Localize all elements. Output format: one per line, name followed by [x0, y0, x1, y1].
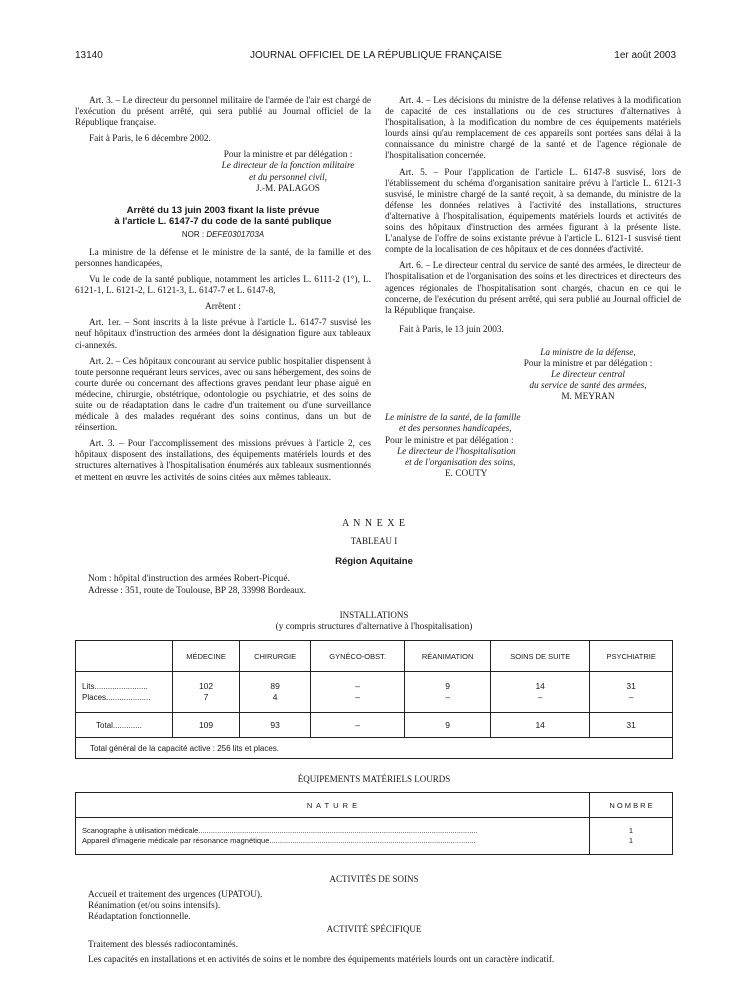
table-cell	[590, 818, 673, 855]
table-cell	[405, 672, 491, 713]
table-cell	[240, 672, 311, 713]
installations-table	[75, 640, 673, 759]
cell-value: 31	[626, 681, 636, 691]
nor-value: DEFE0301703A	[206, 229, 265, 239]
cell-value: 89	[270, 681, 280, 691]
table-corner	[76, 641, 173, 672]
signature-name: M. MEYRAN	[561, 392, 615, 403]
column-header: PSYCHIATRIE	[590, 641, 673, 672]
decree-title-line: Arrêté du 13 juin 2003 fixant la liste prévue	[126, 204, 320, 216]
specifique-title: ACTIVITÉ SPÉCIFIQUE	[326, 924, 422, 934]
nor-reference	[75, 229, 371, 240]
cell-value: 102	[198, 681, 214, 691]
journal-title: JOURNAL OFFICIEL DE LA RÉPUBLIQUE FRANÇAISE	[250, 50, 503, 61]
signature-line: et de l'organisation des soins,	[405, 457, 516, 468]
left-column	[75, 96, 371, 489]
decree-title-line: à l'article L. 6147-7 du code de la santé publique	[114, 215, 332, 227]
activites-title: ACTIVITÉS DE SOINS	[329, 874, 419, 884]
column-header: N O M B R E	[590, 793, 673, 818]
column-header: CHIRURGIE	[240, 641, 311, 672]
issue-date: 1er août 2003	[614, 50, 676, 61]
equipements-table	[75, 792, 673, 855]
cell-value: 4	[272, 692, 278, 702]
annexe-title: A N N E X E	[341, 518, 407, 529]
equipment-count: 1	[628, 836, 634, 845]
table-cell	[311, 672, 405, 713]
hospital-address: Adresse : 351, route de Toulouse, BP 28, 33998 Bordeaux.	[88, 586, 307, 596]
signature-name: J.-M. PALAGOS	[256, 183, 320, 194]
installations-title: INSTALLATIONS	[339, 610, 409, 620]
column-header: MÉDECINE	[173, 641, 240, 672]
table-cell: 9	[405, 713, 491, 738]
page-number: 13140	[75, 50, 103, 61]
preamble-vu: Vu le code de la santé publique, notamment les articles L. 6111-2 (1°), L. 6121-1, L. 6121-2, L. 6121-3, L. 6147-7 et L. 6147-8,	[75, 275, 371, 297]
table-cell: 109	[173, 713, 240, 738]
table-cell	[173, 672, 240, 713]
article-1: Art. 1er. – Sont inscrits à la liste prévue à l'article L. 6147-7 susvisé les neuf hôpitaux d'instruction des armées dont la désignation figure aux tableaux ci-annexés.	[75, 318, 371, 351]
signature-line: et des personnes handicapées,	[399, 424, 512, 435]
signature-line: Pour le ministre et par délégation :	[385, 435, 514, 446]
signature-sante	[385, 413, 575, 480]
tableau-label: TABLEAU I	[350, 536, 398, 546]
table-header-row	[76, 641, 673, 672]
table-cell: 14	[491, 713, 590, 738]
article-2: Art. 2. – Ces hôpitaux concourant au service public hospitalier dispensent à toute personne requérant leurs services, avec ou sans hébergement, des soins de courte durée ou concernant des affections graves pendant leur phase aiguë en médecine, chirurgie, obstétrique, odontologie ou psychiatrie, et des soins de suite ou de réadaptation dans le cadre d'un traitement ou d'une surveillance médicale à des malades requérant des soins continus, dans un but de réinsertion.	[75, 356, 371, 434]
cell-value: 9	[445, 681, 450, 691]
cell-value: –	[628, 692, 634, 702]
table-header-row	[76, 793, 673, 818]
equipment-count: 1	[628, 826, 634, 835]
fait-previous: Fait à Paris, le 6 décembre 2002.	[89, 134, 211, 145]
article-6: Art. 6. – Le directeur central du service de santé des armées, le directeur de l'hospitalisation et de l'organisation des soins et les directrices et directeurs des agences régionales de l'hospitalisation sont chargés, chacun en ce qui le concerne, de l'exécution du présent arrêté, qui sera publié au Journal officiel de la République française.	[385, 261, 681, 316]
column-header: SOINS DE SUITE	[491, 641, 590, 672]
equipment-name: Scanographe à utilisation médicale	[82, 826, 199, 835]
equipment-name: Appareil d'imagerie médicale par résonance magnétique	[82, 836, 270, 845]
column-header: RÉANIMATION	[405, 641, 491, 672]
signature-line: Le directeur de l'hospitalisation	[397, 446, 516, 457]
row-label: Total	[96, 720, 113, 730]
table-cell: 93	[240, 713, 311, 738]
signature-line: et du personnel civil,	[249, 172, 327, 183]
row-label: Places	[82, 693, 107, 702]
signature-line: Le directeur de la fonction militaire	[221, 161, 355, 172]
list-item: Réanimation (et/ou soins intensifs).	[88, 901, 221, 911]
cell-value: 14	[535, 681, 545, 691]
table-cell: Scanographe à utilisation médicale...................................................................................................................................... Appareil d'imagerie médicale par résonance magnétique...................................................................................................	[76, 818, 590, 855]
signature-line: Pour la ministre et par délégation :	[523, 358, 653, 369]
row-label: Lits	[82, 682, 95, 691]
signature-defense	[385, 348, 681, 403]
article-4: Art. 4. – Les décisions du ministre de la défense relatives à la modification de capacité de ces installations ou de ces structures d'alternatives à l'hospitalisation, à la modification du nombre de ces équipements matériels lourds ainsi qu'au remplacement de ces appareils sont portées sans délai à la connaissance du ministre chargé de la santé et de l'agence régionale de l'hospitalisation concernée.	[385, 96, 681, 162]
row-label-cell: Total.............	[76, 713, 173, 738]
table-row	[76, 672, 673, 713]
preamble-ministers: La ministre de la défense et le ministre de la santé, de la famille et des personnes handicapées,	[75, 247, 371, 269]
cell-value: –	[445, 692, 450, 702]
specifique-item: Traitement des blessés radiocontaminés.	[88, 940, 238, 950]
right-column	[385, 96, 681, 480]
signature-line: La ministre de la défense,	[540, 347, 636, 358]
article-5: Art. 5. – Pour l'application de l'article L. 6147-8 susvisé, lors de l'établissement du schéma d'organisation sanitaire prévu à l'article L. 6121-3 susvisé, le ministre chargé de la santé reçoit, à sa demande, du ministre de la défense les données relatives à l'activité des installations, structures d'alternative à l'hospitalisation, équipements matériels lourds et activités de soins des hôpitaux d'instruction des armées figurant à la présente liste. L'analyse de l'offre de soins existante prévue à l'article L. 6121-1 susvisé tient compte de la localisation de ces hôpitaux et de ces données d'activité.	[385, 167, 681, 256]
signature-line: Le directeur central	[550, 370, 625, 381]
table-cell	[590, 672, 673, 713]
article-3: Art. 3. – Pour l'accomplissement des missions prévues à l'article 2, ces hôpitaux disposent des installations, des équipements matériels lourds et des structures alternatives à l'hospitalisation énumérés aux tableaux susmentionnés et mettent en œuvre les activités de soins citées aux mêmes tableaux.	[75, 439, 371, 483]
fait: Fait à Paris, le 13 juin 2003.	[399, 324, 504, 335]
equipements-title: ÉQUIPEMENTS MATÉRIELS LOURDS	[297, 774, 451, 784]
list-item: Réadaptation fonctionnelle.	[88, 912, 191, 922]
closing-note: Les capacités en installations et en activités de soins et le nombre des équipements matériels lourds ont un caractère indicatif.	[88, 955, 555, 965]
cell-value: –	[355, 681, 360, 691]
table-footer: Total général de la capacité active : 256 lits et places.	[76, 738, 673, 759]
signature-line: Le ministre de la santé, de la famille	[385, 413, 521, 424]
signature-previous	[75, 150, 371, 194]
signature-line: du service de santé des armées,	[529, 381, 647, 392]
signature-name: E. COUTY	[445, 468, 488, 479]
column-header: N A T U R E	[76, 793, 590, 818]
cell-value: –	[537, 692, 543, 702]
nor-label: NOR :	[181, 229, 205, 239]
row-labels: Lits........................ Places....................	[76, 672, 173, 713]
signature-line: Pour la ministre et par délégation :	[223, 150, 353, 161]
table-row-total	[76, 713, 673, 738]
table-cell: 31	[590, 713, 673, 738]
arretent: Arrêtent :	[205, 302, 241, 313]
cell-value: –	[355, 692, 360, 702]
table-row	[76, 818, 673, 855]
table-cell: –	[311, 713, 405, 738]
article-3-previous: Art. 3. – Le directeur du personnel militaire de l'armée de l'air est chargé de l'exécution du présent arrêté, qui sera publié au Journal officiel de la République française.	[75, 96, 371, 129]
cell-value: 7	[203, 692, 209, 702]
hospital-name: Nom : hôpital d'instruction des armées Robert-Picqué.	[88, 574, 290, 584]
table-footer-row	[76, 738, 673, 759]
list-item: Accueil et traitement des urgences (UPATOU).	[88, 890, 263, 900]
installations-subtitle: (y compris structures d'alternative à l'hospitalisation)	[275, 622, 473, 632]
activites-list	[88, 890, 262, 923]
table-cell	[491, 672, 590, 713]
decree-title	[75, 205, 371, 227]
region-title: Région Aquitaine	[335, 556, 413, 567]
column-header: GYNÉCO-OBST.	[311, 641, 405, 672]
